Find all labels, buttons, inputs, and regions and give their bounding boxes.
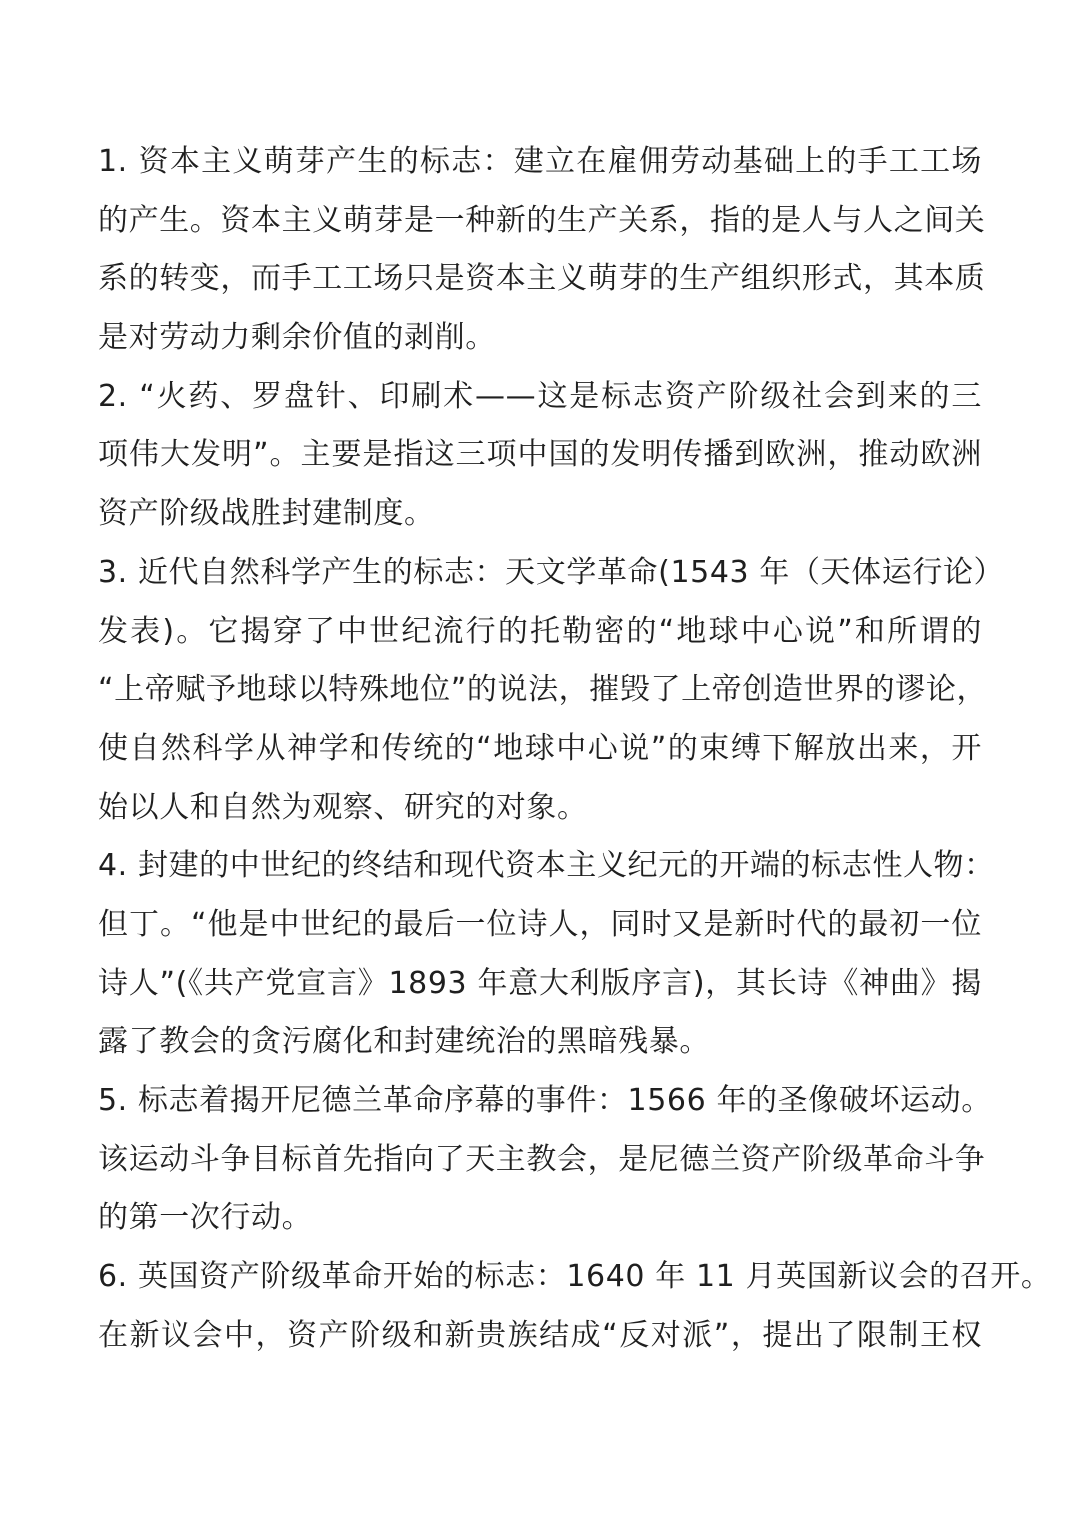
list-item: [98, 837, 995, 1072]
text-line: “上帝赋予地球以特殊地位”的说法，摧毁了上帝创造世界的谬论，: [98, 672, 988, 708]
list-item: [98, 368, 982, 544]
list-item: [98, 1072, 992, 1248]
text-line: 使自然科学从神学和传统的“地球中心说”的束缚下解放出来，开: [98, 730, 982, 766]
list-item: [98, 1248, 1052, 1365]
text-line: 3. 近代自然科学产生的标志：天文学革命(1543 年（天体运行论）: [98, 554, 1005, 590]
text-line: 1. 资本主义萌芽产生的标志：建立在雇佣劳动基础上的手工工场: [98, 144, 982, 179]
text-line: 诗人”(《共产党宣言》1893 年意大利版序言)，其长诗《神曲》揭: [98, 965, 982, 1001]
document-body: [98, 133, 1052, 1365]
text-line: 2. “火药、罗盘针、印刷术——这是标志资产阶级社会到来的三: [98, 378, 982, 414]
text-line: 但丁。“他是中世纪的最后一位诗人，同时又是新时代的最初一位: [98, 906, 982, 942]
text-line: 6. 英国资产阶级革命开始的标志：1640 年 11 月英国新议会的召开。: [98, 1259, 1052, 1295]
text-line: 露了教会的贪污腐化和封建统治的黑暗残暴。: [98, 1024, 710, 1060]
text-line: 的第一次行动。: [98, 1200, 313, 1236]
list-item: [98, 133, 986, 368]
list-item: [98, 544, 1005, 837]
text-line: 项伟大发明”。主要是指这三项中国的发明传播到欧洲，推动欧洲: [98, 437, 982, 473]
text-line: 是对劳动力剩余价值的剥削。: [98, 320, 496, 356]
text-line: 系的转变，而手工工场只是资本主义萌芽的生产组织形式，其本质: [98, 261, 986, 297]
text-line: 资产阶级战胜封建制度。: [98, 496, 435, 532]
text-line: 4. 封建的中世纪的终结和现代资本主义纪元的开端的标志性人物：: [98, 848, 995, 884]
text-line: 在新议会中，资产阶级和新贵族结成“反对派”，提出了限制王权: [98, 1317, 982, 1353]
text-line: 该运动斗争目标首先指向了天主教会，是尼德兰资产阶级革命斗争: [98, 1141, 986, 1177]
text-line: 5. 标志着揭开尼德兰革命序幕的事件：1566 年的圣像破坏运动。: [98, 1083, 992, 1118]
text-line: 始以人和自然为观察、研究的对象。: [98, 789, 588, 825]
text-line: 的产生。资本主义萌芽是一种新的生产关系，指的是人与人之间关: [98, 202, 986, 238]
text-line: 发表)。它揭穿了中世纪流行的托勒密的“地球中心说”和所谓的: [98, 613, 982, 649]
